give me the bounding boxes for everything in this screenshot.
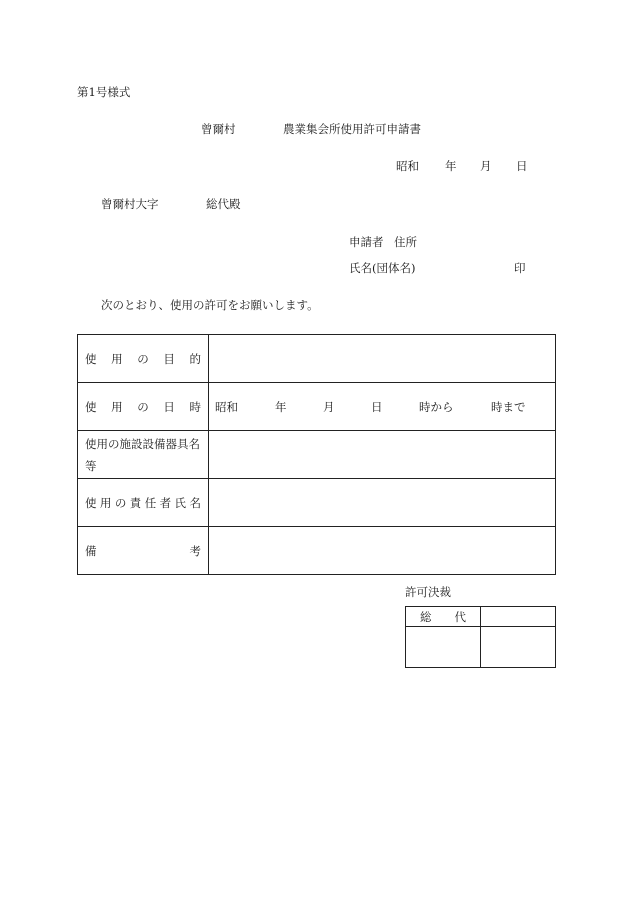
form-title: 農業集会所使用許可申請書 <box>283 122 421 136</box>
seal-mark: 印 <box>514 261 526 275</box>
responsible-char: 者 <box>159 495 172 510</box>
sodai-header <box>406 609 480 625</box>
purpose-char: 的 <box>189 351 201 366</box>
request-text: 次のとおり、使用の許可をお願いします。 <box>101 298 319 312</box>
addressee-area: 曾爾村大字 <box>101 197 159 211</box>
purpose-char: 目 <box>163 351 175 366</box>
facilities-label: 使用の施設設備器具名等 <box>85 436 200 473</box>
datetime-label <box>85 399 201 415</box>
approval-body-row <box>406 627 556 668</box>
datetime-char: の <box>137 399 149 414</box>
responsible-char: 使 <box>85 495 97 510</box>
datetime-fields <box>209 399 555 415</box>
remarks-label-cell <box>78 527 209 575</box>
datetime-to: 時まで <box>491 399 526 414</box>
sodai-header-cell <box>406 607 481 627</box>
responsible-char: 氏 <box>174 495 187 510</box>
sodai-char: 総 <box>420 609 432 624</box>
sodai-seal-cell[interactable] <box>406 627 481 668</box>
responsible-char: 任 <box>144 495 157 510</box>
responsible-label <box>85 495 201 511</box>
responsible-row <box>78 479 556 527</box>
remarks-row <box>78 527 556 575</box>
approval-header-blank-cell <box>481 607 556 627</box>
purpose-char: の <box>137 351 149 366</box>
datetime-month: 月 <box>323 399 335 414</box>
datetime-value-cell[interactable] <box>209 383 556 431</box>
datetime-char: 日 <box>163 399 175 414</box>
sodai-char: 代 <box>454 609 466 624</box>
datetime-year: 年 <box>275 399 287 414</box>
remarks-label <box>85 543 201 559</box>
usage-table <box>77 334 556 575</box>
approval-table <box>405 606 556 668</box>
date-month: 月 <box>480 159 492 173</box>
responsible-char: の <box>114 495 127 510</box>
approval-seal-cell[interactable] <box>481 627 556 668</box>
responsible-label-cell <box>78 479 209 527</box>
applicant-label: 申請者 <box>349 235 384 249</box>
datetime-era: 昭和 <box>215 399 238 414</box>
responsible-char: 責 <box>129 495 142 510</box>
responsible-value-cell[interactable] <box>209 479 556 527</box>
addressee-honorific: 総代殿 <box>206 197 241 211</box>
datetime-char: 使 <box>85 399 97 414</box>
approval-label: 許可決裁 <box>405 585 451 599</box>
datetime-label-cell <box>78 383 209 431</box>
address-label: 住所 <box>394 235 417 249</box>
purpose-char: 用 <box>111 351 123 366</box>
facilities-row <box>78 431 556 479</box>
purpose-value-cell[interactable] <box>209 335 556 383</box>
purpose-label-cell <box>78 335 209 383</box>
date-day: 日 <box>516 159 528 173</box>
datetime-char: 用 <box>111 399 123 414</box>
purpose-char: 使 <box>85 351 97 366</box>
datetime-from: 時から <box>419 399 454 414</box>
facilities-value-cell[interactable] <box>209 431 556 479</box>
date-era: 昭和 <box>396 159 419 173</box>
form-number: 第1号様式 <box>77 85 131 99</box>
datetime-day: 日 <box>371 399 383 414</box>
remarks-value-cell[interactable] <box>209 527 556 575</box>
datetime-row <box>78 383 556 431</box>
purpose-row <box>78 335 556 383</box>
approval-header-row <box>406 607 556 627</box>
purpose-label <box>85 351 201 367</box>
facilities-label-cell <box>78 431 209 479</box>
remarks-char: 考 <box>189 543 201 558</box>
responsible-char: 名 <box>189 495 201 510</box>
responsible-char: 用 <box>99 495 112 510</box>
title-village: 曾爾村 <box>201 122 236 136</box>
date-year: 年 <box>445 159 457 173</box>
datetime-char: 時 <box>189 399 201 414</box>
name-label: 氏名(団体名) <box>349 261 416 275</box>
remarks-char: 備 <box>85 543 97 558</box>
